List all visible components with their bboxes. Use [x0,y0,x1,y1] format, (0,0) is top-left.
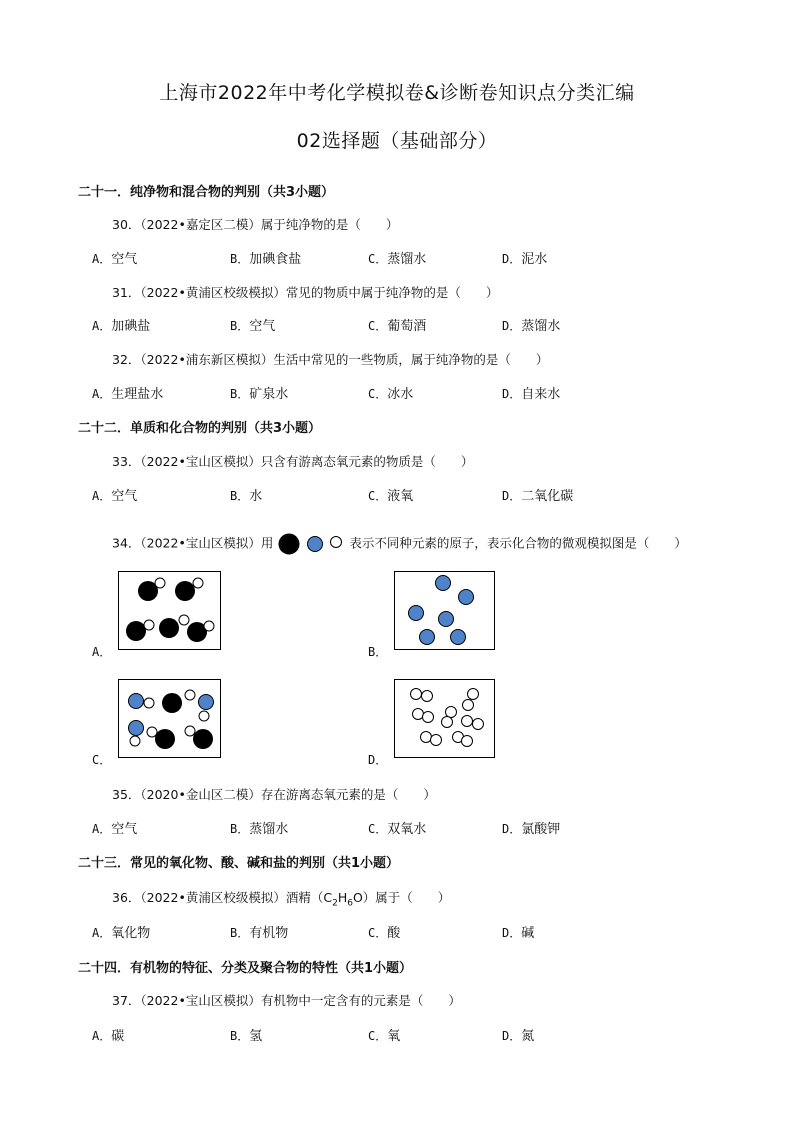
question-37-options [92,1025,742,1045]
option-c[interactable]: C．蒸馏水 [368,252,427,267]
option-c[interactable]: C．酸 [368,926,401,941]
option-a[interactable]: A．生理盐水 [92,387,164,402]
section-heading-22: 二十二．单质和化合物的判别（共3小题） [78,421,322,436]
option-c[interactable]: C．双氧水 [368,822,427,837]
diagram-a-label: A． [92,645,112,659]
diagram-b[interactable] [394,571,496,651]
question-30-options [92,248,742,268]
section-heading-21: 二十一．纯净物和混合物的判别（共3小题） [78,185,335,200]
question-30-stem: 30．（2022•嘉定区二模）属于纯净物的是（ ） [112,217,399,232]
option-b[interactable]: B．加碘食盐 [230,252,302,267]
option-d[interactable]: D．蒸馏水 [502,319,561,334]
option-a[interactable]: A．氧化物 [92,926,151,941]
option-b[interactable]: B．空气 [230,319,276,334]
option-b[interactable]: B．蒸馏水 [230,822,289,837]
diagram-b-label: B． [368,645,388,659]
question-31-options [92,315,742,335]
question-35-stem: 35．（2020•金山区二模）存在游离态氧元素的是（ ） [112,787,436,802]
option-b[interactable]: B．水 [230,489,263,504]
question-31-stem: 31．（2022•黄浦区校级模拟）常见的物质中属于纯净物的是（ ） [112,285,499,300]
question-36-stem: 36．（2022•黄浦区校级模拟）酒精$(C_2H_6O)$属于（ ） [112,890,451,909]
question-36-options [92,922,742,942]
section-heading-23: 二十三．常见的氧化物、酸、碱和盐的判别（共1小题） [78,856,400,871]
page-subtitle: 02选择题（基础部分） [296,130,498,152]
option-d[interactable]: D．自来水 [502,387,561,402]
option-a[interactable]: A．加碘盐 [92,319,151,334]
question-33-options [92,485,742,505]
option-c[interactable]: C．氧 [368,1029,401,1044]
option-a[interactable]: A．碳 [92,1029,125,1044]
option-d[interactable]: D．碱 [502,926,535,941]
diagram-d[interactable] [394,679,496,759]
section-heading-24: 二十四．有机物的特征、分类及聚合物的特性（共1小题） [78,961,413,976]
option-d[interactable]: D．泥水 [502,252,548,267]
option-d[interactable]: D．氯酸钾 [502,822,561,837]
diagram-d-label: D． [368,753,388,767]
atom-legend-icon [277,530,345,558]
option-c[interactable]: C．冰水 [368,387,414,402]
diagram-a[interactable] [118,571,222,651]
option-c[interactable]: C．液氧 [368,489,414,504]
option-a[interactable]: A．空气 [92,822,138,837]
question-37-stem: 37．（2022•宝山区模拟）有机物中一定含有的元素是（ ） [112,993,461,1008]
option-d[interactable]: D．氮 [502,1029,535,1044]
question-35-options [92,818,742,838]
diagram-c-label: C． [92,753,112,767]
diagram-c[interactable] [118,679,222,759]
option-b[interactable]: B．氢 [230,1029,263,1044]
page-title: 上海市2022年中考化学模拟卷&诊断卷知识点分类汇编 [159,82,635,104]
question-34-stem: 34．（2022•宝山区模拟）用 表示不同种元素的原子，表示化合物的微观模拟图是（ ） [112,530,687,558]
option-b[interactable]: B．有机物 [230,926,289,941]
question-32-options [92,383,742,403]
option-a[interactable]: A．空气 [92,489,138,504]
question-32-stem: 32．（2022•浦东新区模拟）生活中常见的一些物质，属于纯净物的是（ ） [112,352,549,367]
option-d[interactable]: D．二氧化碳 [502,489,574,504]
option-a[interactable]: A．空气 [92,252,138,267]
question-33-stem: 33．（2022•宝山区模拟）只含有游离态氧元素的物质是（ ） [112,454,474,469]
option-c[interactable]: C．葡萄酒 [368,319,427,334]
option-b[interactable]: B．矿泉水 [230,387,289,402]
